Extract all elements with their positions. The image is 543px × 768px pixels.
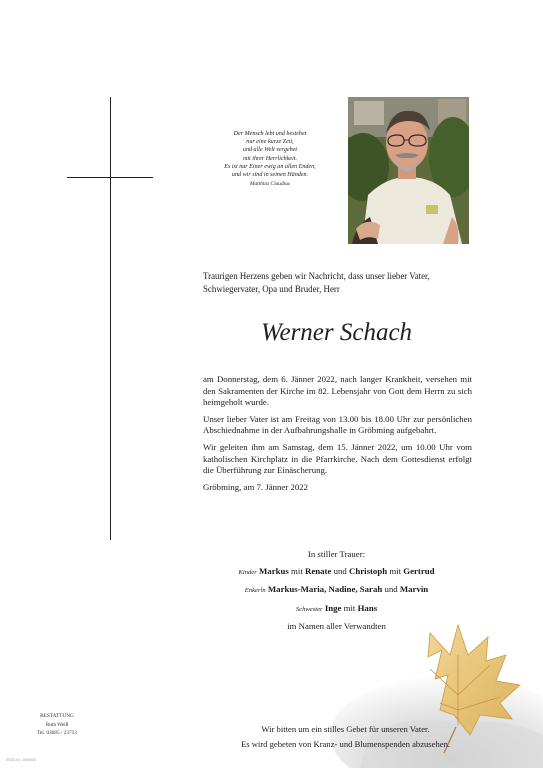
mourner-name: Inge: [324, 602, 342, 613]
intro-line: Schwiegervater, Opa und Bruder, Herr: [203, 284, 340, 295]
quote-line: mit ihrer Herrlichkeit.: [242, 155, 298, 162]
place-date: Gröbming, am 7. Jänner 2022: [203, 481, 309, 492]
undertaker-phone: Tel. 03685 / 23733: [37, 730, 77, 736]
closing-line: Wir bitten um ein stilles Gebet für unseren Vater.: [261, 724, 430, 734]
mourner-name: Markus-Maria, Nadine, Sarah: [267, 584, 383, 594]
intro-line: Traurigen Herzens geben wir Nachricht, dass unser lieber Vater,: [203, 271, 430, 281]
connector-text: mit: [291, 565, 303, 576]
undertaker-info: [22, 712, 92, 738]
announcement-body: [203, 374, 472, 498]
mourners-children-line: [200, 563, 473, 582]
mourner-name: Markus: [259, 565, 289, 576]
announcement-intro: [203, 270, 473, 296]
connector-text: mit: [343, 602, 356, 613]
mourners-relatives-line: im Namen aller Verwandten: [287, 621, 386, 631]
closing-text: [198, 722, 493, 752]
quote-line: und alle Welt vergehet: [242, 147, 298, 154]
undertaker-name: Ruth Weiß: [45, 721, 69, 728]
closing-line: Es wird gebeten von Kranz- und Blumenspenden abzusehen.: [240, 739, 451, 749]
deceased-name: Werner Schach: [260, 319, 413, 346]
grandchildren-label: Enkerln: [244, 587, 266, 594]
death-notice-paragraph: am Donnerstag, dem 6. Jänner 2022, nach langer Krankheit, versehen mit den Sakramenten der Kirche im 82. Lebensjahr von Gott dem Herrn zu sich heimgeholt wurde.: [203, 374, 472, 408]
quote-line: und wir sind in seinen Händen.: [231, 172, 309, 179]
connector-text: mit: [389, 565, 402, 576]
mourners-grandchildren-line: [200, 581, 473, 600]
print-code: 2022.01 .000000: [6, 757, 37, 762]
cross-horizontal-bar: [67, 177, 153, 178]
mourner-name: Renate: [304, 565, 332, 576]
sister-label: Schwester: [295, 605, 323, 613]
funeral-paragraph: Wir geleiten ihm am Samstag, dem 15. Jänner 2022, um 10.00 Uhr vom katholischen Kirchplatz in die Pfarrkirche. Nach dem Gottesdienst erfolgt die Überführung zur Einäscherung.: [203, 441, 472, 476]
children-label: Kinder: [238, 568, 257, 576]
mourner-name: Christoph: [348, 565, 388, 576]
undertaker-title: BESTATTUNG: [40, 713, 74, 719]
mourners-heading: In stiller Trauer:: [307, 549, 366, 559]
memorial-quote: [200, 130, 340, 188]
connector-text: und: [333, 565, 347, 576]
mourner-name: Gertrud: [403, 565, 435, 576]
cross-vertical-bar: [110, 97, 111, 540]
mourner-name: Hans: [357, 602, 378, 613]
portrait-photo: [348, 97, 469, 244]
mourner-name: Marvin: [399, 584, 429, 594]
viewing-paragraph: Unser lieber Vater ist am Freitag von 13.00 bis 18.00 Uhr zur persönlichen Abschiednahme in der Aufbahrungshalle in Gröbming aufgebahrt.: [203, 413, 472, 436]
quote-line: Es ist nur Einer ewig an allen Enden,: [224, 163, 316, 170]
quote-line: nur eine kurze Zeit,: [246, 139, 294, 146]
connector-text: und: [384, 584, 398, 594]
quote-line: Der Mensch lebt und bestehet: [233, 131, 307, 137]
quote-author: Matthias Claudius: [250, 181, 290, 188]
